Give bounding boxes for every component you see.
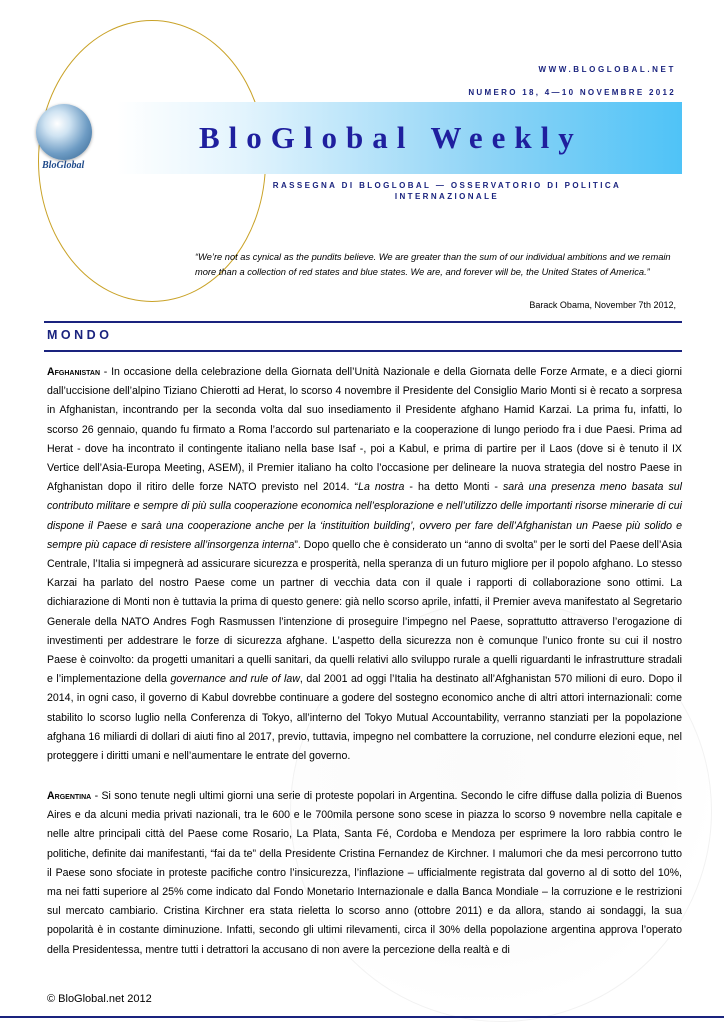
article-text: In occasione della celebrazione della Giornata dell’Unità Nazionale e della Giornata delle Forze Armate, e a dieci giorni dall’uccisione dell’alpino Tiziano Chierotti ad Herat, lo scorso 4 novembre il Presidente del Consiglio Mario Monti si è recato a sorpresa in Afghanistan, incontrando per la seconda volta dal suo insediamento il Presidente afghano Hamid Karzai. La prima fu, infatti, lo scorso 26 gennaio, quando fu firmato a Roma l’accordo sul partenariato e la cooperazione di lungo periodo fra i due Paesi. Prima ad Herat - dove ha incontrato il contingente italiano nella base Isaf -, poi a Kabul, e prima di partire per il Laos (dove si è tenuto il IX Vertice dell’Asia-Europa Meeting, ASEM), il Premier italiano ha colto l’occasione per delineare la nuova strategia del nostro Paese in Afghanistan dopo il ritiro delle forze NATO previsto nel 2014. “ (47, 366, 682, 494)
globe-logo-icon (36, 104, 92, 160)
article-country: Argentina (47, 790, 92, 802)
article-country: Afghanistan (47, 366, 101, 378)
section-bottom-rule (44, 350, 682, 352)
section-top-rule (44, 321, 682, 323)
site-url[interactable]: WWW.BLOGLOBAL.NET (538, 65, 676, 74)
article-argentina (47, 787, 682, 960)
article-text: , dal 2001 ad oggi l’Italia ha destinato all’Afghanistan 570 milioni di euro. Dopo il 2014, in ogni caso, il governo di Kabul dovrebbe continuare a godere del sostegno economico anche di altri attori internazionali: come stabilito lo scorso luglio nella Conferenza di Tokyo, all’interno del Tokyo Mutual Accountability, verranno stanziati per la popolazione afghana 16 miliardi di dollari di aiuti fino al 2017, previo, tuttavia, impegno nel combattere la corruzione, nel condurre elezioni eque, nel proteggere i diritti umani e nell’aumentare le entrate del governo. (47, 673, 682, 763)
article-italic-text: sarà una presenza meno basata sul contributo militare e sempre di più sulla cooperazione economica nell’esplorazione e nell’utilizzo delle importanti risorse minerarie di cui dispone il Paese e sarà una cooperazione anche per la ‘instituition building’, ovvero per fare dell’Afghanistan un Paese più solido e sempre più capace di resistere all’insorgenza interna (47, 481, 682, 551)
page-subtitle: RASSEGNA DI BLOGLOBAL — OSSERVATORIO DI POLITICA INTERNAZIONALE (272, 181, 622, 201)
article-separator: - (100, 366, 112, 378)
section-title: MONDO (47, 328, 113, 342)
footer-copyright: © BloGlobal.net 2012 (47, 993, 152, 1005)
article-separator: - (91, 790, 102, 802)
issue-number: NUMERO 18, 4—10 NOVEMBRE 2012 (468, 88, 676, 97)
quote-author: Barack Obama, November 7th 2012, (529, 300, 676, 310)
logo-text: BloGlobal (42, 160, 85, 171)
article-italic-text: La nostra (358, 481, 405, 494)
footer-rule (0, 1016, 724, 1018)
article-italic-text: governance and rule of law (170, 673, 300, 686)
page-title: BloGlobal Weekly (199, 120, 583, 155)
article-text: Si sono tenute negli ultimi giorni una serie di proteste popolari in Argentina. Secondo le cifre diffuse dalla polizia di Buenos Aires e da alcuni media privati nazionali, tra le 600 e le 700mila persone sono scese in piazza lo scorso 9 novembre nella capitale e nelle altre principali città del Paese come Rosario, La Plata, Santa Fé, Cordoba e Mendoza per esprimere la loro rabbia contro le politiche, definite dai manifestanti, “fai da te” della Presidente Cristina Fernandez de Kirchner. I malumori che da mesi percorrono tutto il Paese sono sfociate in proteste pacifiche contro l’insicurezza, l’inflazione – ufficialmente registrata dal governo al di sotto del 10%, ma nei fatti superiore al 25% come indicato dal Fondo Monetario Internazionale e dalla Banca Mondiale – la corruzione e le restrizioni sul mercato cambiario. Cristina Kirchner era stata rieletta lo scorso anno (ottobre 2011) e da allora, stando ai sondaggi, la sua popolarità è in costante diminuzione. Infatti, secondo gli ultimi rilevamenti, circa il 30% della popolazione argentina approva l’operato della Presidentessa, mentre tutti i detrattori la accusano di non avere la percezione della realtà e di (47, 790, 682, 956)
article-text: - ha detto Monti - (404, 481, 503, 494)
article-afghanistan (47, 363, 682, 766)
quote-text: “We’re not as cynical as the pundits believe. We are greater than the sum of our individual ambitions and we remain more than a collection of red states and blue states. We are, and forever will be, the United States of America.” (195, 252, 671, 277)
article-text: ”. Dopo quello che è considerato un “anno di svolta” per le sorti del Paese dell’Asia Centrale, l’Italia si impegnerà ad assicurare sicurezza e prosperità, nella speranza di un futuro migliore per il popolo afghano. Lo stesso Karzai ha parlato del nostro Paese come un partner di vecchia data con il quale i rapporti di collaborazione sono ottimi. La dichiarazione di Monti non è tuttavia la prima di questo genere: già nello scorso aprile, infatti, il Premier aveva manifestato al Segretario Generale della NATO Andres Fogh Rasmussen l’intenzione di proseguire l’impegno nel Paese, soprattutto attraverso l’erogazione di investimenti per addestrare le forze di sicurezza afghane. L’aspetto della sicurezza non è comunque l’unico fronte su cui il nostro Paese è coinvolto: da progetti umanitari a quelli sanitari, da quelli relativi allo sviluppo rurale a quelli riguardanti le infrastrutture stradali e l’implementazione della (47, 538, 682, 686)
